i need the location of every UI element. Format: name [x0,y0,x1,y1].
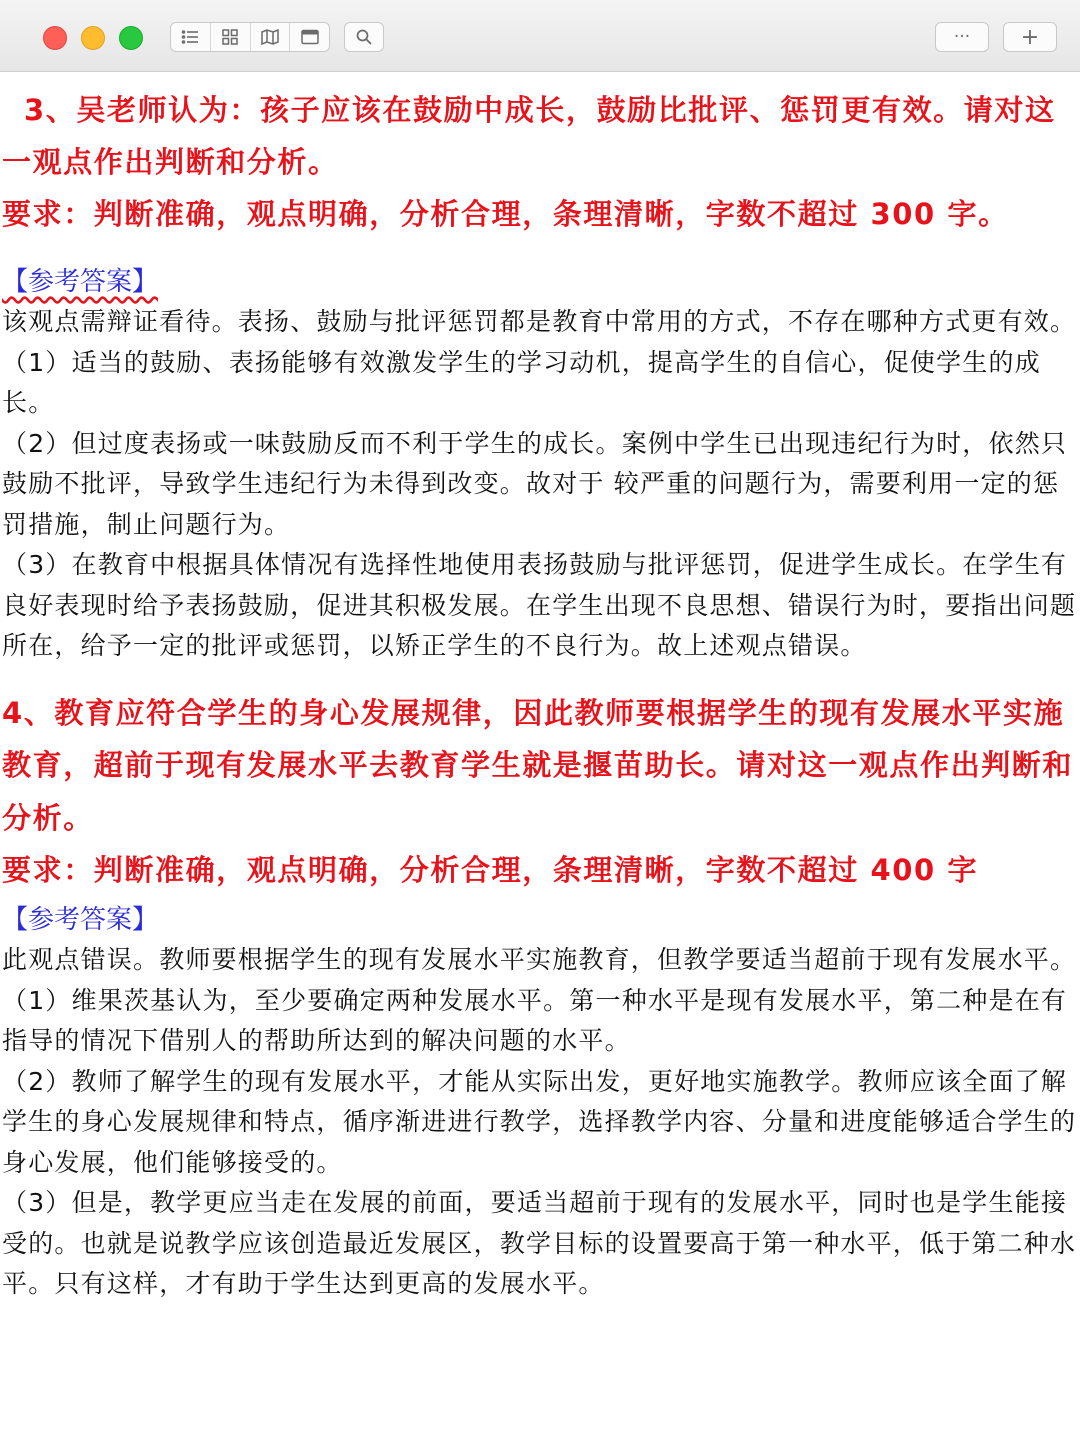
window-icon[interactable] [290,23,329,51]
question-3-answer-point-2: （2）但过度表扬或一味鼓励反而不利于学生的成长。案例中学生已出现违纪行为时，依然只鼓励不批评，导致学生违纪行为未得到改变。故对于 较严重的问题行为，需要利用一定的惩罚措施，制止问题行为。 [2,428,1068,539]
minimize-window-button[interactable] [81,26,105,50]
question-4-requirement: 要求：判断准确，观点明确，分析合理，条理清晰，字数不超过 400 字 [2,853,979,887]
question-4-answer-point-1: （1）维果茨基认为，至少要确定两种发展水平。第一种水平是现有发展水平，第二种是在有指导的情况下借别人的帮助所达到的解决问题的水平。 [2,985,1068,1055]
close-window-button[interactable] [43,26,67,50]
question-4-answer-intro: 此观点错误。教师要根据学生的现有发展水平实施教育，但教学要适当超前于现有发展水平。 [2,945,1077,974]
question-4-answer-point-3: （3）但是，教学更应当走在发展的前面，要适当超前于现有的发展水平，同时也是学生能接受的。也就是说教学应该创造最近发展区，教学目标的设置要高于第一种水平，低于第二种水平。只有这样，才有助于学生达到更高的发展水平。 [2,1188,1077,1298]
search-icon [356,29,372,45]
plus-icon: + [1020,24,1040,50]
question-3-answer-intro: 该观点需辩证看待。表扬、鼓励与批评惩罚都是教育中常用的方式，不存在哪种方式更有效。 [2,307,1077,336]
question-3-answer-label: 【参考答案】 [2,267,159,297]
grid-icon[interactable] [211,23,251,51]
map-icon[interactable] [251,23,291,51]
more-icon: ··· [953,27,971,47]
zoom-window-button[interactable] [119,26,143,50]
question-4-answer-label: 【参考答案】 [2,905,159,935]
question-4-text: 4、教育应符合学生的身心发展规律，因此教师要根据学生的现有发展水平实施教育，超前于现有发展水平去教育学生就是揠苗助长。请对这一观点作出判断和分析。 [2,695,1074,835]
question-4-answer-point-2: （2）教师了解学生的现有发展水平，才能从实际出发，更好地实施教学。教师应该全面了解学生的身心发展规律和特点，循序渐进进行教学，选择教学内容、分量和进度能够适合学生的身心发展，他们能够接受的。 [2,1066,1077,1177]
question-4 [0,687,1080,1305]
question-3-requirement: 要求：判断准确，观点明确，分析合理，条理清晰，字数不超过 300 字。 [2,197,1009,231]
add-button[interactable] [1003,22,1057,52]
search-button[interactable] [344,22,384,52]
window-titlebar [0,0,1080,72]
question-3 [0,84,1080,667]
more-button[interactable] [935,22,989,52]
list-icon[interactable] [171,23,211,51]
question-3-text: 3、吴老师认为：孩子应该在鼓励中成长，鼓励比批评、惩罚更有效。请对这一观点作出判断和分析。 [2,93,1056,179]
question-3-answer-point-3: （3）在教育中根据具体情况有选择性地使用表扬鼓励与批评惩罚，促进学生成长。在学生有良好表现时给予表扬鼓励，促进其积极发展。在学生出现不良思想、错误行为时，要指出问题所在，给予一定的批评或惩罚，以矫正学生的不良行为。故上述观点错误。 [2,550,1077,660]
view-mode-toolbar [170,22,330,52]
question-3-answer-point-1: （1）适当的鼓励、表扬能够有效激发学生的学习动机，提高学生的自信心，促使学生的成长。 [2,347,1041,417]
document-content [0,72,1080,1305]
